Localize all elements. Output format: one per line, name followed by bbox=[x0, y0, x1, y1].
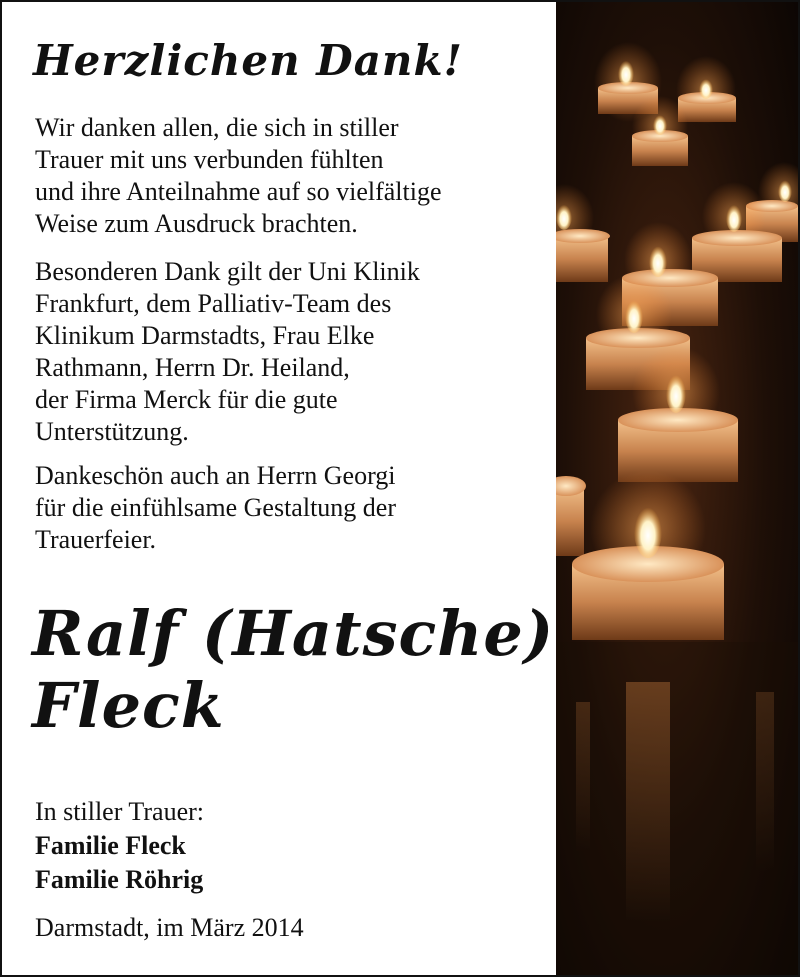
family-name: Familie Röhrig bbox=[35, 865, 204, 894]
special-thanks-paragraph bbox=[35, 256, 545, 448]
text-line: Wir danken allen, die sich in stiller bbox=[35, 113, 399, 142]
ceremony-thanks-paragraph bbox=[35, 460, 545, 556]
card-title: Herzlichen Dank! bbox=[33, 36, 463, 85]
candles-photo bbox=[556, 2, 798, 975]
text-line: Dankeschön auch an Herrn Georgi bbox=[35, 461, 396, 490]
deceased-name bbox=[32, 598, 554, 742]
text-line: für die einfühlsame Gestaltung der bbox=[35, 493, 396, 522]
text-line: Trauerfeier. bbox=[35, 525, 157, 554]
text-line: Klinikum Darmstadts, Frau Elke bbox=[35, 321, 375, 350]
text-line: und ihre Anteilnahme auf so vielfältige bbox=[35, 177, 442, 206]
text-column bbox=[2, 2, 556, 975]
text-line: Unterstützung. bbox=[35, 417, 189, 446]
table-reflection bbox=[556, 642, 798, 975]
text-line: Trauer mit uns verbunden fühlten bbox=[35, 145, 384, 174]
text-line: Weise zum Ausdruck brachten. bbox=[35, 209, 358, 238]
text-line: Frankfurt, dem Palliativ-Team des bbox=[35, 289, 392, 318]
text-line: Besonderen Dank gilt der Uni Klinik bbox=[35, 257, 420, 286]
name-line: Ralf (Hatsche) bbox=[32, 597, 555, 670]
family-name: Familie Fleck bbox=[35, 831, 186, 860]
text-line: Rathmann, Herrn Dr. Heiland, bbox=[35, 353, 350, 382]
candle bbox=[556, 476, 586, 556]
candle bbox=[632, 96, 688, 166]
thanks-paragraph bbox=[35, 112, 545, 240]
mourning-label: In stiller Trauer: bbox=[35, 797, 204, 826]
place-date: Darmstadt, im März 2014 bbox=[35, 913, 304, 942]
text-line: der Firma Merck für die gute bbox=[35, 385, 338, 414]
name-line: Fleck bbox=[32, 669, 225, 742]
